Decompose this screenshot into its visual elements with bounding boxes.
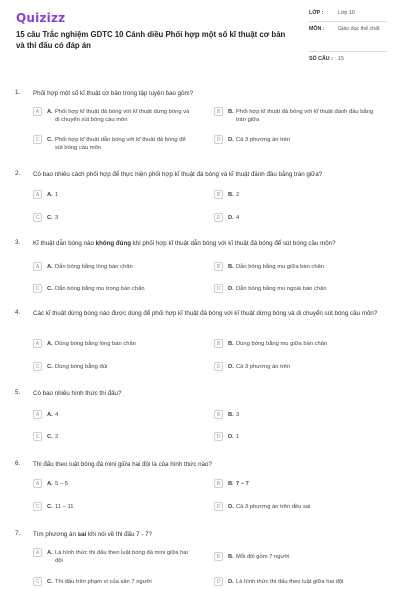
question-text-emphasis: sai — [77, 531, 87, 538]
option-a[interactable] — [33, 410, 193, 419]
option-letter: D. — [228, 214, 234, 221]
option-text: Mỗi đội gồm 7 người — [236, 553, 290, 560]
question-text — [33, 530, 388, 539]
option-box[interactable]: D — [214, 362, 223, 371]
option-letter: D. — [228, 136, 234, 143]
option-b[interactable] — [214, 107, 374, 124]
option-text: 4 — [236, 214, 240, 221]
option-a[interactable] — [33, 339, 193, 348]
option-a[interactable] — [33, 190, 193, 199]
meta-count-row — [309, 56, 387, 64]
option-d[interactable] — [214, 432, 374, 441]
option-letter: B. — [228, 263, 234, 270]
option-letter: C. — [47, 285, 53, 292]
option-box[interactable]: A — [33, 262, 42, 271]
option-text: Dẫn bóng bằng mu ngoài bàn chân — [236, 285, 327, 292]
question-number: 4. — [15, 309, 21, 316]
option-a[interactable] — [33, 548, 193, 565]
option-text: Cả 3 phương án trên — [236, 136, 291, 143]
option-d[interactable] — [214, 577, 374, 586]
option-d[interactable] — [214, 284, 374, 293]
meta-subject-key: MÔN : — [309, 26, 325, 32]
worksheet-title: 15 câu Trắc nghiệm GDTC 10 Cánh diều Phối hợp một số kĩ thuật cơ bản và thi đấu có đáp án — [16, 30, 286, 50]
option-text: 3 — [55, 214, 59, 221]
option-letter: C. — [47, 433, 53, 440]
option-box[interactable]: D — [214, 502, 223, 511]
meta-count-value: 15 — [338, 56, 344, 62]
option-letter: B. — [228, 340, 234, 347]
option-letter: A. — [47, 480, 53, 487]
question-number: 5. — [15, 389, 21, 396]
option-letter: A. — [47, 340, 53, 347]
option-box[interactable]: B — [214, 107, 223, 116]
option-box[interactable]: C — [33, 362, 42, 371]
option-box[interactable]: C — [33, 135, 42, 144]
option-b[interactable] — [214, 410, 374, 419]
option-letter: C. — [47, 136, 53, 143]
option-text: Dẫn bóng bằng mu trong bàn chân — [55, 285, 145, 292]
question-number: 1. — [15, 89, 21, 96]
meta-class-key: LỚP : — [309, 10, 324, 16]
option-text: Dẫn bóng bằng mu giữa bàn chân — [236, 263, 325, 270]
option-text: 7 – 7 — [236, 480, 249, 487]
option-c[interactable] — [33, 577, 193, 586]
option-b[interactable] — [214, 552, 374, 561]
option-box[interactable]: B — [214, 552, 223, 561]
option-text: Dẫn bóng bằng lòng bàn chân — [55, 263, 133, 270]
option-text: Thi đấu trên phạm vi của sân 7 người — [55, 578, 152, 585]
meta-class-value: Lớp 10 — [338, 10, 355, 16]
option-box[interactable]: A — [33, 410, 42, 419]
option-text: 2 — [236, 191, 240, 198]
option-box[interactable]: A — [33, 339, 42, 348]
option-letter: B. — [228, 191, 234, 198]
option-box[interactable]: B — [214, 262, 223, 271]
option-text: Phối hợp kĩ thuật đá bóng với kĩ thuật đánh đầu bằng trán giữa — [236, 108, 374, 123]
meta-class-row — [309, 10, 387, 18]
option-text: Cả 3 phương án trên — [236, 363, 291, 370]
option-text: Phối hợp kĩ thuật đá bóng với kĩ thuật dừng bóng và di chuyển sút bóng cầu môn — [55, 108, 190, 123]
option-b[interactable] — [214, 339, 374, 348]
option-letter: B. — [228, 108, 234, 115]
option-box[interactable]: D — [214, 135, 223, 144]
question-text: Có bao nhiêu hình thức thi đấu? — [33, 390, 122, 397]
question-number: 2. — [15, 170, 21, 177]
option-letter: B. — [228, 480, 234, 487]
option-text: 5 – 5 — [55, 480, 68, 487]
option-box[interactable]: C — [33, 213, 42, 222]
option-box[interactable]: C — [33, 577, 42, 586]
option-box[interactable]: D — [214, 432, 223, 441]
question-text-pre: Kĩ thuật dẫn bóng nào — [33, 240, 96, 247]
question-text-pre: Tìm phương án — [33, 531, 78, 538]
option-a[interactable] — [33, 262, 193, 271]
option-letter: B. — [228, 553, 234, 560]
option-d[interactable] — [214, 502, 374, 511]
option-b[interactable] — [214, 479, 374, 488]
option-text: 1 — [55, 191, 59, 198]
option-a[interactable] — [33, 107, 193, 124]
option-box[interactable]: D — [214, 577, 223, 586]
question-text: Có bao nhiêu cách phối hợp để thực hiện phối hợp kĩ thuật đá bóng và kĩ thuật đánh đầu bằng trán giữa? — [33, 171, 323, 178]
option-box[interactable]: C — [33, 502, 42, 511]
option-text: 1 — [236, 433, 240, 440]
option-letter: D. — [228, 363, 234, 370]
option-c[interactable] — [33, 213, 193, 222]
question-number: 7. — [15, 530, 21, 537]
option-letter: D. — [228, 503, 234, 510]
option-box[interactable]: B — [214, 479, 223, 488]
question-text: Thi đấu theo luật bóng đá mini giữa hai đội là của hình thức nào? — [33, 461, 212, 468]
option-text: Dùng bóng bằng mu giữa bàn chân — [236, 340, 328, 347]
question-text: Các kĩ thuật dừng bóng nào được dùng để phối hợp kĩ thuật đá bóng với kĩ thuật dừng bóng và di chuyển sút bóng cầu môn? — [33, 310, 378, 317]
meta-subject-value: Giáo dục thể chất — [338, 26, 380, 32]
option-box[interactable]: C — [33, 432, 42, 441]
option-text: Dùng bóng bằng đùi — [55, 363, 108, 370]
option-c[interactable] — [33, 284, 193, 293]
option-d[interactable] — [214, 135, 374, 144]
option-text: 3 — [236, 411, 240, 418]
question-number: 3. — [15, 239, 21, 246]
option-text: 11 – 11 — [55, 503, 74, 510]
option-letter: A. — [47, 263, 53, 270]
option-text: Phối hợp kĩ thuật dẫn bóng với kĩ thuật đá bóng để sút bóng cầu môn — [55, 136, 186, 151]
option-letter: A. — [47, 108, 53, 115]
option-d[interactable] — [214, 362, 374, 371]
option-text: 4 — [55, 411, 59, 418]
option-box[interactable]: C — [33, 284, 42, 293]
option-d[interactable] — [214, 213, 374, 222]
option-text: 2 — [55, 433, 59, 440]
question-text — [33, 239, 388, 248]
worksheet-header — [0, 0, 400, 70]
option-box[interactable]: B — [214, 410, 223, 419]
question-text-post: khi nói về thi đấu 7 - 7? — [86, 531, 152, 538]
option-letter: C. — [47, 503, 53, 510]
option-letter: C. — [47, 363, 53, 370]
quizizz-logo: Quizizz — [16, 11, 66, 25]
option-letter: D. — [228, 433, 234, 440]
meta-subject-row — [309, 26, 387, 48]
question-text-emphasis: không đúng — [95, 240, 132, 247]
option-letter: D. — [228, 285, 234, 292]
option-box[interactable]: A — [33, 548, 42, 557]
option-text: Cả 3 phương án trên đều sai — [236, 503, 311, 510]
option-letter: A. — [47, 411, 53, 418]
option-text: Là hình thức thi đấu theo luật bóng đá mini giữa hai đội — [55, 549, 188, 564]
option-letter: D. — [228, 578, 234, 585]
question-text-post: khi phối hợp kĩ thuật dẫn bóng với kĩ thuật đá bóng để sút bóng cầu môn? — [131, 240, 336, 247]
option-box[interactable]: B — [214, 190, 223, 199]
option-c[interactable] — [33, 135, 193, 152]
option-b[interactable] — [214, 190, 374, 199]
option-text: Là hình thức thi đấu theo luật giữa hai đội — [236, 578, 344, 585]
option-c[interactable] — [33, 432, 193, 441]
option-box[interactable]: D — [214, 213, 223, 222]
option-letter: A. — [47, 191, 53, 198]
option-b[interactable] — [214, 262, 374, 271]
option-box[interactable]: A — [33, 107, 42, 116]
meta-count-key: SỐ CÂU : — [309, 56, 333, 62]
option-letter: A. — [47, 549, 53, 556]
question-number: 6. — [15, 460, 21, 467]
meta-divider — [309, 51, 387, 52]
option-box[interactable]: A — [33, 479, 42, 488]
option-box[interactable]: B — [214, 339, 223, 348]
option-letter: C. — [47, 578, 53, 585]
option-letter: B. — [228, 411, 234, 418]
option-box[interactable]: A — [33, 190, 42, 199]
option-text: Dùng bóng bằng lòng bàn chân — [55, 340, 136, 347]
worksheet-meta — [309, 10, 387, 64]
option-a[interactable] — [33, 479, 193, 488]
option-c[interactable] — [33, 362, 193, 371]
meta-divider — [309, 21, 387, 22]
question-text: Phối hợp một số kĩ thuật cơ bản trong tập luyện bao gồm? — [33, 90, 194, 97]
option-c[interactable] — [33, 502, 193, 511]
option-box[interactable]: D — [214, 284, 223, 293]
option-letter: C. — [47, 214, 53, 221]
